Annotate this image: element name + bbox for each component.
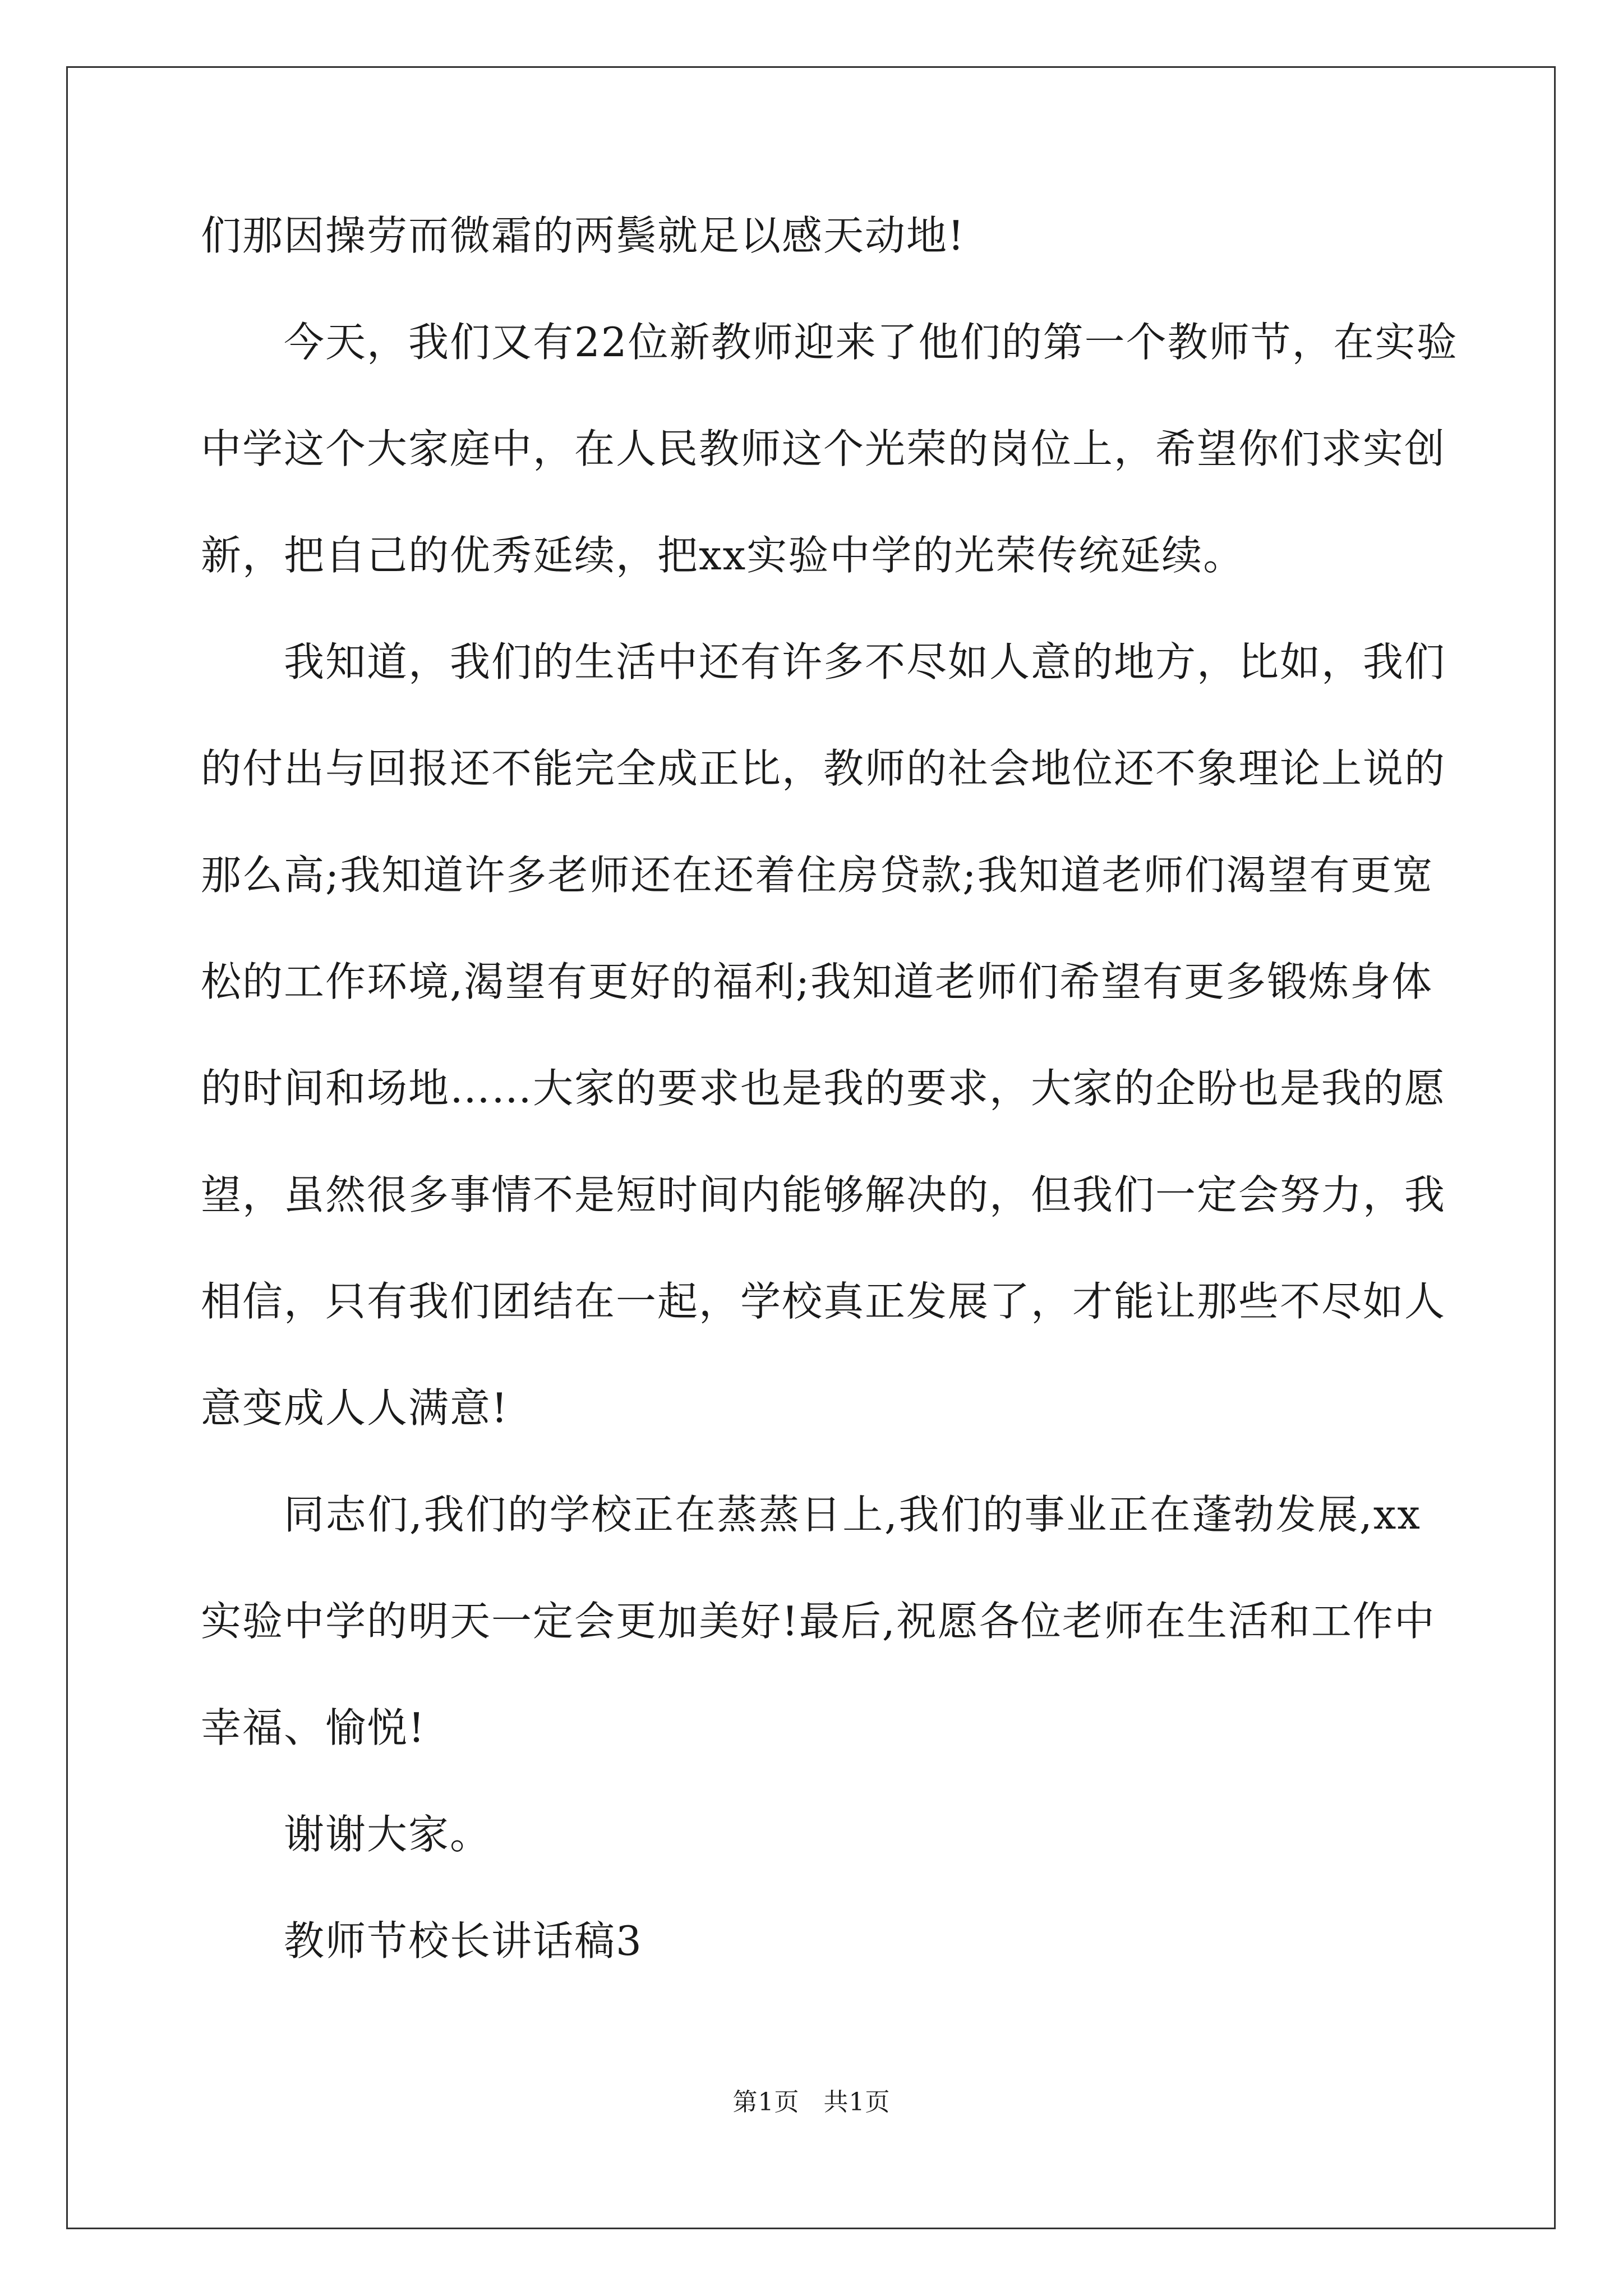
- text-line: 谢谢大家。: [284, 1811, 492, 1858]
- text-line: 相信，只有我们团结在一起，学校真正发展了，才能让那些不尽如人: [201, 1278, 1446, 1325]
- text-line: 的时间和场地……大家的要求也是我的要求，大家的企盼也是我的愿: [201, 1065, 1446, 1112]
- text-line: 意变成人人满意!: [201, 1384, 509, 1432]
- page-footer: [0, 2086, 1623, 2119]
- text-line: 新，把自己的优秀延续，把xx实验中学的光荣传统延续。: [201, 532, 1245, 579]
- text-line: 实验中学的明天一定会更加美好!最后,祝愿各位老师在生活和工作中: [201, 1598, 1436, 1645]
- text-line: 们那因操劳而微霜的两鬓就足以感天动地!: [201, 212, 965, 259]
- text-line: 中学这个大家庭中，在人民教师这个光荣的岗位上，希望你们求实创: [201, 425, 1446, 472]
- page-border: [66, 66, 1556, 2229]
- text-line: 同志们,我们的学校正在蒸蒸日上,我们的事业正在蓬勃发展,xx: [284, 1491, 1421, 1538]
- text-line: 我知道，我们的生活中还有许多不尽如人意的地方，比如，我们: [284, 638, 1446, 685]
- text-line: 松的工作环境,渴望有更好的福利;我知道老师们希望有更多锻炼身体: [201, 958, 1433, 1005]
- section-heading: 教师节校长讲话稿3: [284, 1917, 643, 1964]
- page-number: 第1页: [732, 2088, 800, 2116]
- text-line: 今天，我们又有22位新教师迎来了他们的第一个教师节，在实验: [284, 319, 1458, 366]
- text-line: 幸福、愉悦!: [201, 1704, 426, 1751]
- text-line: 望，虽然很多事情不是短时间内能够解决的，但我们一定会努力，我: [201, 1171, 1446, 1218]
- text-line: 的付出与回报还不能完全成正比，教师的社会地位还不象理论上说的: [201, 745, 1446, 792]
- page-total: 共1页: [823, 2088, 891, 2116]
- text-line: 那么高;我知道许多老师还在还着住房贷款;我知道老师们渴望有更宽: [201, 852, 1434, 899]
